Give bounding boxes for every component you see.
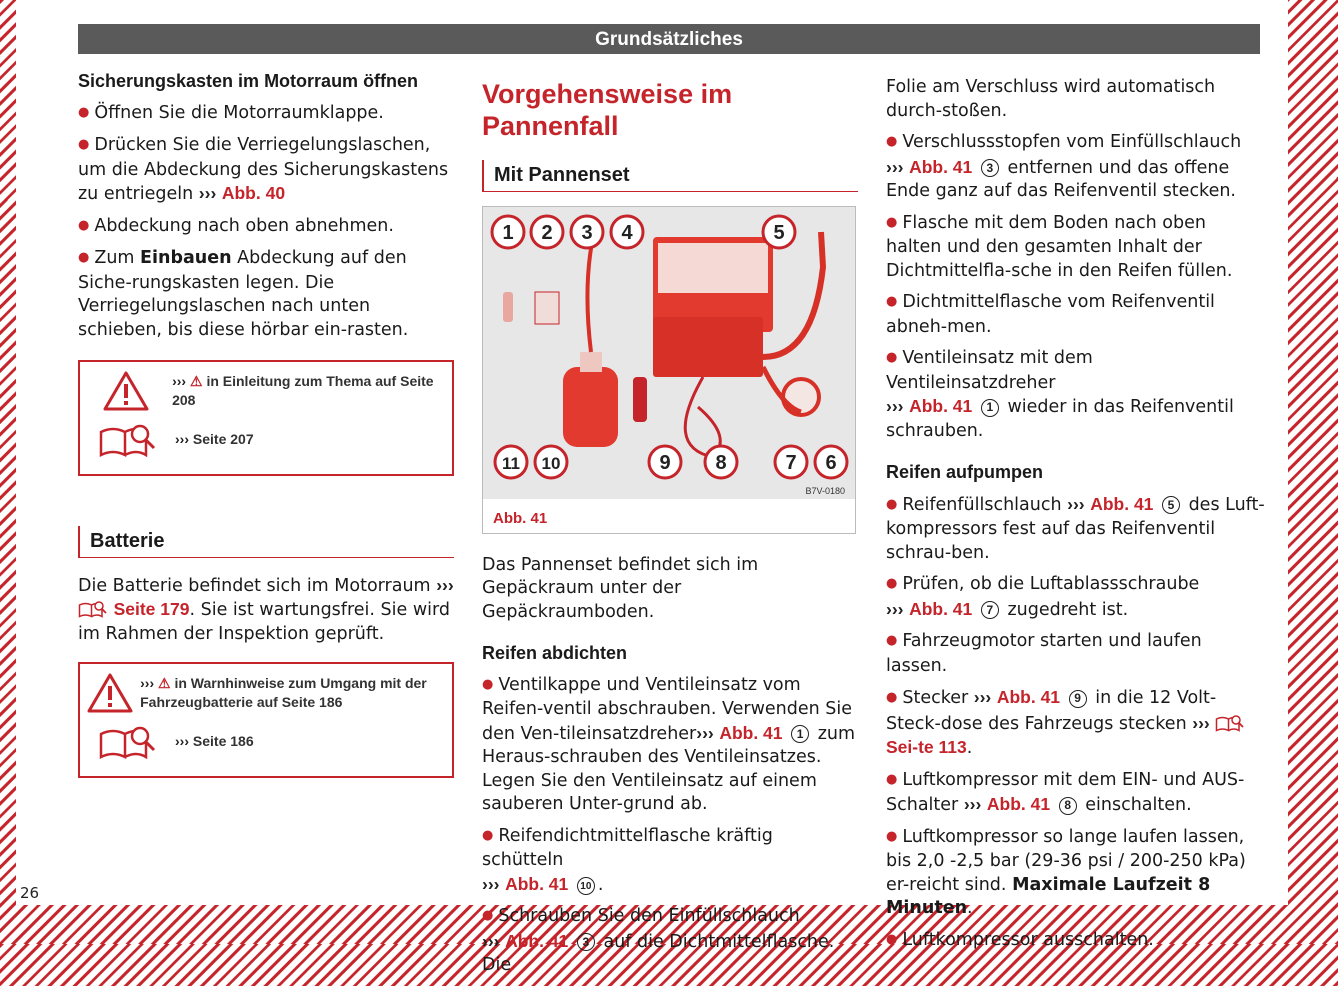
figure-link[interactable]: Abb. 41 [996, 687, 1061, 707]
batterie-section-title: Batterie [78, 526, 454, 558]
bullet-icon: ● [482, 908, 494, 923]
figure-link[interactable]: Abb. 41 [505, 873, 569, 894]
continued-paragraph: Folie am Verschluss wird automatisch durch-stoßen. [886, 77, 1216, 121]
bullet-icon: ● [482, 676, 494, 692]
callout-6: 6 [825, 451, 837, 474]
subheading-aufpumpen: Reifen aufpumpen [886, 462, 1044, 482]
callout-ref: 3 [981, 159, 999, 177]
header-band: Grundsätzliches [78, 24, 1260, 54]
ref-arrow-icon: ››› [1067, 493, 1085, 514]
bullet-icon: ● [886, 214, 898, 230]
bullet-icon: ● [78, 137, 90, 152]
bullet-icon: ● [886, 690, 898, 705]
callout-ref: 9 [1069, 690, 1087, 708]
ref-arrow-icon: ››› [175, 431, 189, 447]
bullet-icon: ● [78, 217, 90, 233]
subheading-abdichten: Reifen abdichten [482, 643, 628, 663]
list-item: ● Reifenfüllschlauch ››› Abb. 41 5 des Luft-kompressors fest auf das Reifenventil schrau-ben. [886, 493, 1265, 563]
list-item: ● Luftkompressor so lange laufen lassen, bis 2,0 -2,5 bar (29-36 psi / 200-250 kPa) er-reicht sind. Maximale Laufzeit 8 Minuten. [886, 826, 1246, 918]
callout-ref: 8 [1059, 797, 1077, 815]
figure-link[interactable]: Abb. 41 [719, 722, 783, 743]
list-item: ● Stecker ››› Abb. 41 9 in die 12 Volt-Steck-dose des Fahrzeugs stecken ››› Sei-te 113. [886, 686, 1266, 761]
list-item: ● Flasche mit dem Boden nach oben halten und den gesamten Inhalt der Dichtmittelfla-sche in den Reifen füllen. [886, 212, 1233, 281]
main-title: Vorgehensweise im Pannenfall [482, 79, 733, 141]
bullet-icon: ● [886, 134, 898, 149]
book-magnifier-icon [80, 422, 175, 458]
page-link[interactable]: Seite 207 [192, 431, 254, 447]
book-small-icon [78, 600, 108, 620]
list-item: ● Fahrzeugmotor starten und laufen lassen. [886, 631, 1202, 676]
bullet-icon: ● [886, 633, 898, 648]
callout-1: 1 [502, 221, 514, 244]
list-item: ● Prüfen, ob die Luftablassschraube ››› Abb. 41 7 zugedreht ist. [886, 574, 1200, 620]
bullet-icon: ● [886, 496, 898, 512]
ref-arrow-icon: ››› [175, 733, 189, 749]
warning-row [80, 362, 452, 422]
page-link[interactable]: Seite 186 [192, 733, 254, 749]
figure-link[interactable]: Abb. 41 [505, 930, 569, 951]
callout-11: 11 [502, 453, 520, 473]
intro-paragraph: Das Pannenset befindet sich im Gepäckraum unter der Gepäckraumboden. [482, 554, 759, 622]
list-item: ● Verschlussstopfen vom Einfüllschlauch ››› Abb. 41 3 entfernen und das offene Ende ganz auf das Reifenventil stecken. [886, 132, 1242, 201]
warning-link[interactable]: in Warnhinweise zum Umgang mit der Fahrzeugbatterie auf Seite 186 [140, 675, 427, 710]
list-item: ● Schrauben Sie den Einfüllschlauch ››› Abb. 41 3 auf die Dichtmittelflasche. Die [482, 906, 835, 975]
bullet-icon: ● [886, 294, 898, 309]
column-right [886, 76, 1266, 961]
figure-link[interactable]: Abb. 41 [986, 794, 1051, 814]
warning-triangle-icon [80, 362, 172, 412]
page-link[interactable]: Seite 179 [113, 599, 190, 619]
bullet-icon: ● [78, 250, 90, 265]
callout-ref: 7 [981, 601, 999, 619]
bullet-icon: ● [78, 104, 90, 120]
page-number: 26 [20, 884, 40, 902]
book-row [80, 724, 452, 776]
page-link[interactable]: Sei-te 113 [886, 737, 967, 757]
ref-arrow-icon: ››› [886, 396, 904, 416]
figure-caption: Abb. 41 [493, 509, 548, 527]
pannenset-section-title: Mit Pannenset [482, 160, 858, 192]
callout-5: 5 [773, 221, 785, 244]
callout-ref: 5 [1162, 496, 1180, 514]
ref-arrow-icon: ››› [886, 156, 904, 177]
small-warning-icon: ⚠ [158, 675, 171, 691]
figure-link[interactable]: Abb. 41 [909, 396, 973, 416]
list-item: ● Ventilkappe und Ventileinsatz vom Reifen-ventil abschrauben. Verwenden Sie den Ven-tileinsatzdreher››› Abb. 41 1 zum Heraus-schrauben des Ventileinsatzes. Legen Sie den Ventileinsatz auf einem sauberen Unter-grund ab. [482, 674, 856, 814]
ref-arrow-icon: ››› [172, 373, 187, 389]
list-item: ● Luftkompressor mit dem EIN- und AUS-Schalter ››› Abb. 41 8 einschalten. [886, 769, 1245, 815]
list-item: ● Luftkompressor ausschalten. [886, 929, 1154, 950]
ref-arrow-icon: ››› [482, 930, 500, 951]
column-left [78, 70, 454, 778]
warning-box [78, 662, 454, 778]
callout-2: 2 [541, 221, 553, 244]
callout-ref: 3 [577, 933, 595, 951]
list-item: ● Ventileinsatz mit dem Ventileinsatzdreher ››› Abb. 41 1 wieder in das Reifenventil schrauben. [886, 348, 1234, 441]
bullet-icon: ● [886, 828, 898, 844]
ref-arrow-icon: ››› [696, 722, 714, 743]
callout-9: 9 [659, 451, 671, 474]
bullet-icon: ● [886, 576, 898, 591]
warning-box [78, 360, 454, 476]
callout-4: 4 [621, 221, 633, 244]
warning-link[interactable]: in Einleitung zum Thema auf Seite 208 [172, 373, 434, 408]
warning-triangle-icon [80, 664, 140, 714]
callout-ref: 10 [577, 877, 595, 895]
figure-link[interactable]: Abb. 41 [1090, 493, 1154, 514]
list-item: ● Drücken Sie die Verriegelungslaschen, um die Abdeckung des Sicherungskastens zu entriegeln ››› Abb. 40 [78, 135, 449, 204]
book-small-icon [1215, 714, 1245, 734]
page [16, 0, 1288, 975]
book-row [80, 422, 452, 474]
ref-arrow-icon: ››› [198, 183, 217, 203]
list-item: ● Öffnen Sie die Motorraumklappe. [78, 102, 384, 123]
ref-arrow-icon: ››› [963, 794, 982, 814]
figure-code: B7V-0180 [805, 485, 845, 496]
column-middle [482, 70, 858, 986]
bullet-icon: ● [886, 771, 898, 787]
callout-8: 8 [715, 451, 727, 474]
figure-link[interactable]: Abb. 41 [909, 598, 973, 619]
book-magnifier-icon [80, 724, 175, 760]
callout-ref: 1 [981, 399, 999, 417]
bullet-icon: ● [886, 931, 898, 947]
ref-arrow-icon: ››› [1192, 712, 1210, 733]
figure-link[interactable]: Abb. 40 [221, 183, 286, 203]
repair-kit-illustration [483, 207, 855, 499]
ref-arrow-icon: ››› [436, 574, 454, 595]
list-item: ● Reifendichtmittelflasche kräftig schütteln ››› Abb. 41 10 . [482, 825, 773, 895]
figure-41 [482, 206, 856, 534]
figure-link[interactable]: Abb. 41 [909, 156, 973, 177]
callout-7: 7 [785, 451, 797, 474]
bullet-icon: ● [482, 827, 494, 843]
callout-10: 10 [541, 453, 561, 473]
list-item: ● Abdeckung nach oben abnehmen. [78, 215, 394, 236]
ref-arrow-icon: ››› [973, 687, 992, 707]
battery-paragraph: Die Batterie befindet sich im Motorraum ››› Seite 179. Sie ist wartungsfrei. Sie wird im Rahmen der Inspektion geprüft. [78, 574, 454, 644]
ref-arrow-icon: ››› [886, 598, 904, 619]
warning-row [80, 664, 452, 724]
fusebox-heading: Sicherungskasten im Motorraum öffnen [78, 71, 419, 91]
ref-arrow-icon: ››› [482, 873, 500, 894]
callout-ref: 1 [791, 725, 809, 743]
ref-arrow-icon: ››› [140, 675, 155, 691]
small-warning-icon: ⚠ [189, 373, 203, 389]
list-item: ● Dichtmittelflasche vom Reifenventil abneh-men. [886, 292, 1215, 337]
callout-3: 3 [581, 221, 593, 244]
bullet-icon: ● [886, 350, 898, 365]
list-item: ● Zum Einbauen Abdeckung auf den Siche-rungskasten legen. Die Verriegelungslaschen nach unten schieben, bis diese hörbar ein-rasten. [78, 248, 409, 340]
